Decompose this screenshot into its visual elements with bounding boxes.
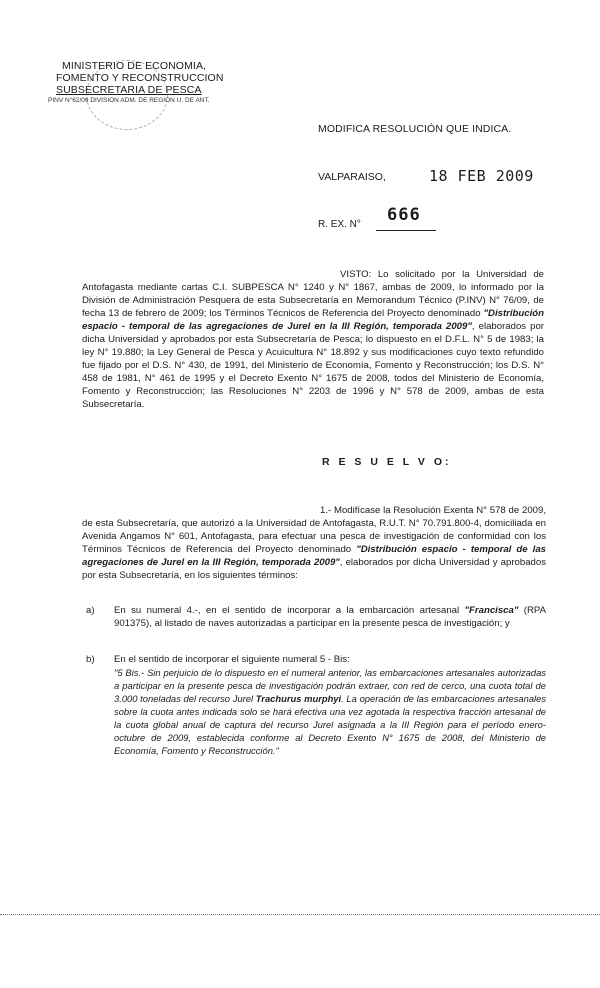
- visto-lead: VISTO:: [340, 269, 372, 280]
- visto-paragraph: [82, 268, 544, 411]
- resolution-number: [318, 205, 421, 230]
- header-ministry-2: FOMENTO Y RECONSTRUCCION: [56, 72, 224, 84]
- document-subject: MODIFICA RESOLUCIÓN QUE INDICA.: [318, 123, 512, 135]
- dateline: [318, 167, 534, 185]
- item-b-quote-2: . La operación de las embarcaciones artesanales sobre la cuota antes indicada solo se hará efectiva una vez agotada la respectiva fracción artesanal de la cuota global anual de captura del recurso Jurel asignada a la III Región para el período enero-octubre de 2009, establecida conforme al Decreto Exento N° 1675 de 2008, del Ministerio de Economía, Fomento y Reconstrucción.": [114, 693, 547, 756]
- visto-project-title: "Distribución espacio - temporal de las agregaciones de Jurel en la III Región, temporada 2009": [82, 308, 544, 332]
- header-reference: PINV N°62/09 DIVISION ADM. DE REGION U. DE ANT.: [48, 97, 210, 104]
- resolution-number-stamp: 666: [387, 205, 421, 225]
- visto-text-2: , elaborados por dicha Universidad y aprobados por esta Subsecretaría de Pesca; lo dispuesto en el D.F.L. N° 5 de 1983; la ley N° 19.880; la Ley General de Pesca y Acuicultura N° 18.892 y sus modificaciones cuyo texto refundido fue fijado por el D.S. N° 430, de 1991, del Ministerio de Economía, Fomento y Reconstrucción; los D.S. N° 458 de 1981, N° 461 de 1995 y el Decreto Exento N° 1675 de 2008, todos del Ministerio de Economía, Fomento y Reconstrucción; las Resoluciones N° 2203 de 1996 y N° 578 de 2009, ambas de esta Subsecretaría.: [82, 321, 544, 410]
- item-a-vessel-name: "Francisca": [464, 605, 519, 616]
- item-b-intro: En el sentido de incorporar el siguiente numeral 5 - Bis:: [114, 654, 350, 665]
- item-a-text-2: (RPA 901375), al listado de naves autorizadas a participar en la presente pesca de investigación; y: [114, 605, 546, 629]
- header-subsecretariat: SUBSECRETARIA DE PESCA: [56, 84, 202, 96]
- item-a-text: [114, 604, 546, 630]
- item-b-quote-1: "5 Bis.- Sin perjuicio de lo dispuesto en el numeral anterior, las embarcaciones artesanales autorizadas a participar en la presente pesca de investigación podrán extraer, con red de cerco, una cuota total de 3.000 toneladas del recurso Jurel: [114, 667, 546, 704]
- item-b-label: b): [86, 654, 95, 665]
- dateline-date-stamp: 18 FEB 2009: [429, 167, 534, 185]
- dateline-city: VALPARAISO,: [318, 171, 386, 183]
- resolution-underline: [376, 230, 436, 231]
- article-1-text-2: , elaborados por dicha Universidad y aprobados por esta Subsecretaría, en los siguientes términos:: [82, 557, 546, 581]
- article-1-paragraph: [82, 504, 546, 582]
- article-1-text-1: 1.- Modifícase la Resolución Exenta N° 578 de 2009, de esta Subsecretaría, que autorizó a la Universidad de Antofagasta, R.U.T. N° 70.791.800-4, domiciliada en Avenida Angamos N° 601, Antofagasta, para efectuar una pesca de investigación de conformidad con los Términos Técnicos de Referencia del Proyecto denominado: [82, 505, 546, 555]
- item-b-quoted-article: [114, 666, 546, 757]
- resuelvo-heading: R E S U E L V O:: [322, 456, 452, 468]
- resolution-label: R. EX. N°: [318, 219, 361, 230]
- article-1-project-title: "Distribución espacio - temporal de las agregaciones de Jurel en la III Región, temporada 2009": [82, 544, 546, 568]
- item-b-species-name: Trachurus murphyi: [255, 693, 342, 704]
- header-ministry: MINISTERIO DE ECONOMIA,: [62, 60, 207, 72]
- item-a-text-1: En su numeral 4.-, en el sentido de incorporar a la embarcación artesanal: [114, 605, 465, 616]
- visto-text-1: Lo solicitado por la Universidad de Antofagasta mediante cartas C.I. SUBPESCA N° 1240 y N° 1867, ambas de 2009, lo informado por la División de Administración Pesquera de esta Subsecretaría en Memorandum Técnico (P.INV) N° 76/09, de fecha 13 de febrero de 2009; los Términos Técnicos de Referencia del Proyecto denominado: [82, 269, 544, 319]
- item-a-label: a): [86, 605, 95, 616]
- page-fold-line: [0, 914, 600, 915]
